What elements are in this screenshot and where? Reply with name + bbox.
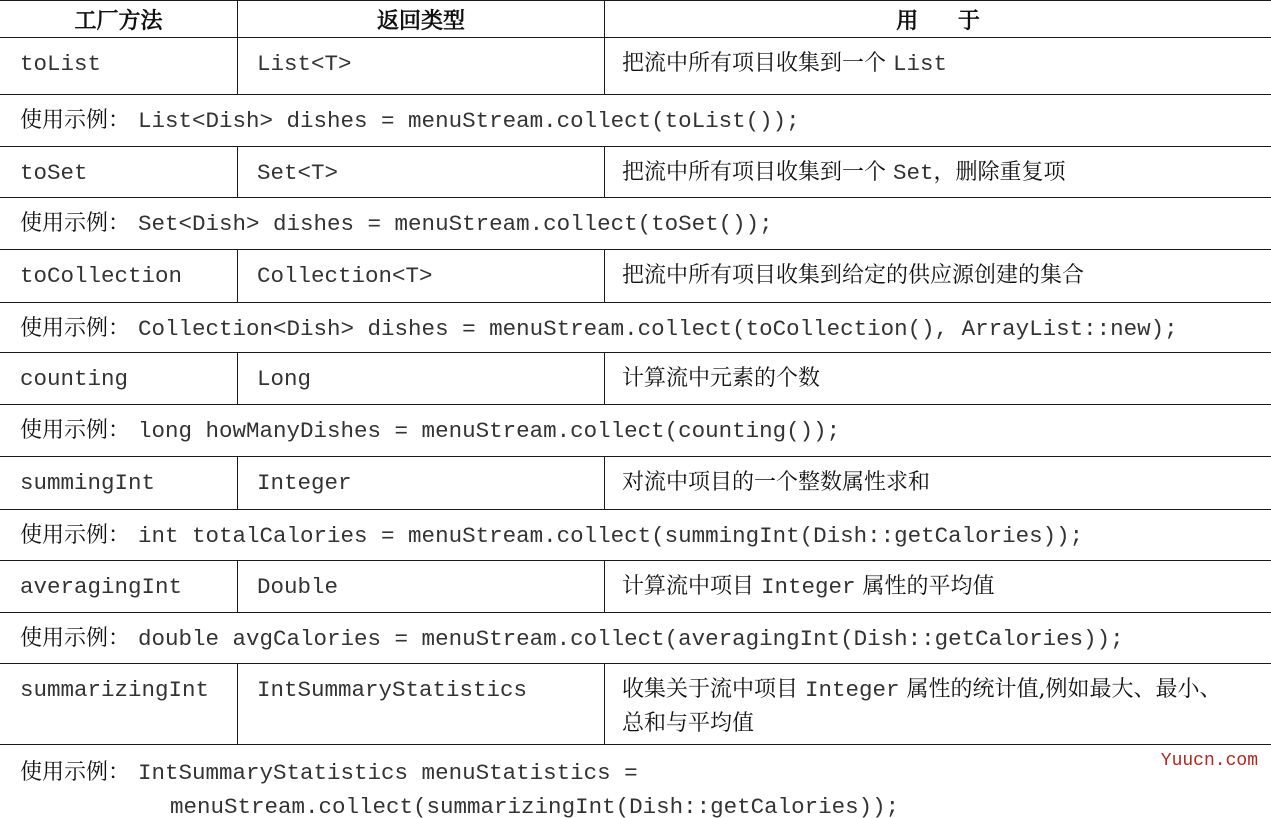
method-name: toSet	[0, 147, 238, 197]
description	[605, 561, 1271, 612]
description-text: 把流中所有项目收集到给定的供应源创建的集合	[622, 263, 1085, 288]
description	[605, 664, 1271, 744]
description-code: List	[893, 51, 948, 77]
return-type: Integer	[238, 457, 605, 509]
example-label: 使用示例：	[20, 523, 131, 548]
description	[605, 250, 1271, 302]
example-label: 使用示例：	[20, 316, 131, 341]
description-code: Integer	[761, 574, 856, 600]
description	[605, 457, 1271, 509]
example-row	[0, 613, 1271, 664]
description-text: 把流中所有项目收集到一个	[622, 51, 893, 76]
watermark: Yuucn.com	[1160, 751, 1258, 771]
example-code: Collection<Dish> dishes = menuStream.collect(toCollection(), ArrayList::new);	[138, 316, 1178, 342]
description-line-1	[622, 673, 1265, 707]
description-text: 计算流中元素的个数	[622, 366, 821, 391]
example-cell	[0, 405, 1271, 456]
method-name: summingInt	[0, 457, 238, 509]
example-code: List<Dish> dishes = menuStream.collect(toList());	[138, 108, 800, 134]
method-name: averagingInt	[0, 561, 238, 612]
example-cell	[0, 95, 1271, 146]
example-code: Set<Dish> dishes = menuStream.collect(toSet());	[138, 211, 773, 237]
example-code: int totalCalories = menuStream.collect(summingInt(Dish::getCalories));	[138, 523, 1084, 549]
return-type: Long	[238, 353, 605, 404]
description	[605, 38, 1271, 94]
example-cell	[0, 613, 1271, 663]
example-line-2	[20, 791, 1265, 818]
example-row	[0, 405, 1271, 457]
return-type: Collection<T>	[238, 250, 605, 302]
example-label: 使用示例：	[20, 211, 131, 236]
description-text: 收集关于流中项目	[622, 677, 805, 702]
example-label: 使用示例：	[20, 108, 131, 133]
example-code-line2: menuStream.collect(summarizingInt(Dish::getCalories));	[170, 794, 900, 818]
header-factory-method: 工厂方法	[0, 1, 238, 37]
method-name: toList	[0, 38, 238, 94]
example-cell	[0, 510, 1271, 560]
example-cell	[0, 198, 1271, 249]
method-name: toCollection	[0, 250, 238, 302]
example-code: IntSummaryStatistics menuStatistics =	[138, 760, 638, 786]
example-label: 使用示例：	[20, 626, 131, 651]
table-row	[0, 457, 1271, 510]
description-text-after: 属性的平均值	[855, 574, 995, 599]
method-name: counting	[0, 353, 238, 404]
description-line-2	[622, 707, 1265, 741]
example-cell	[0, 745, 1271, 818]
example-row	[0, 745, 1271, 818]
description	[605, 147, 1271, 197]
return-type: Set<T>	[238, 147, 605, 197]
return-type: Double	[238, 561, 605, 612]
example-code: double avgCalories = menuStream.collect(averagingInt(Dish::getCalories));	[138, 626, 1124, 652]
description-text: 把流中所有项目收集到一个	[622, 160, 893, 185]
table-row	[0, 561, 1271, 613]
table-row	[0, 147, 1271, 198]
example-row	[0, 510, 1271, 561]
table-header	[0, 0, 1271, 38]
table-row	[0, 250, 1271, 303]
example-label: 使用示例：	[20, 760, 131, 785]
description-code: Integer	[805, 677, 900, 703]
example-label: 使用示例：	[20, 418, 131, 443]
method-name: summarizingInt	[0, 664, 238, 744]
description-text: 计算流中项目	[622, 574, 761, 599]
description-text-line2: 总和与平均值	[622, 711, 755, 736]
example-cell	[0, 303, 1271, 352]
header-return-type: 返回类型	[238, 1, 605, 37]
description-text-after: 属性的统计值,例如最大、最小、	[899, 677, 1222, 702]
description-text: 对流中项目的一个整数属性求和	[622, 470, 931, 495]
description-text-after: ，删除重复项	[933, 160, 1066, 185]
example-line-1	[20, 756, 1265, 791]
example-row	[0, 95, 1271, 147]
table-row	[0, 353, 1271, 405]
description	[605, 353, 1271, 404]
header-used-for: 用 于	[896, 8, 980, 34]
description-code: Set	[893, 160, 934, 186]
example-row	[0, 198, 1271, 250]
example-code: long howManyDishes = menuStream.collect(counting());	[138, 418, 841, 444]
return-type: List<T>	[238, 38, 605, 94]
table-row	[0, 38, 1271, 95]
example-row	[0, 303, 1271, 353]
return-type: IntSummaryStatistics	[238, 664, 605, 744]
table-row	[0, 664, 1271, 745]
